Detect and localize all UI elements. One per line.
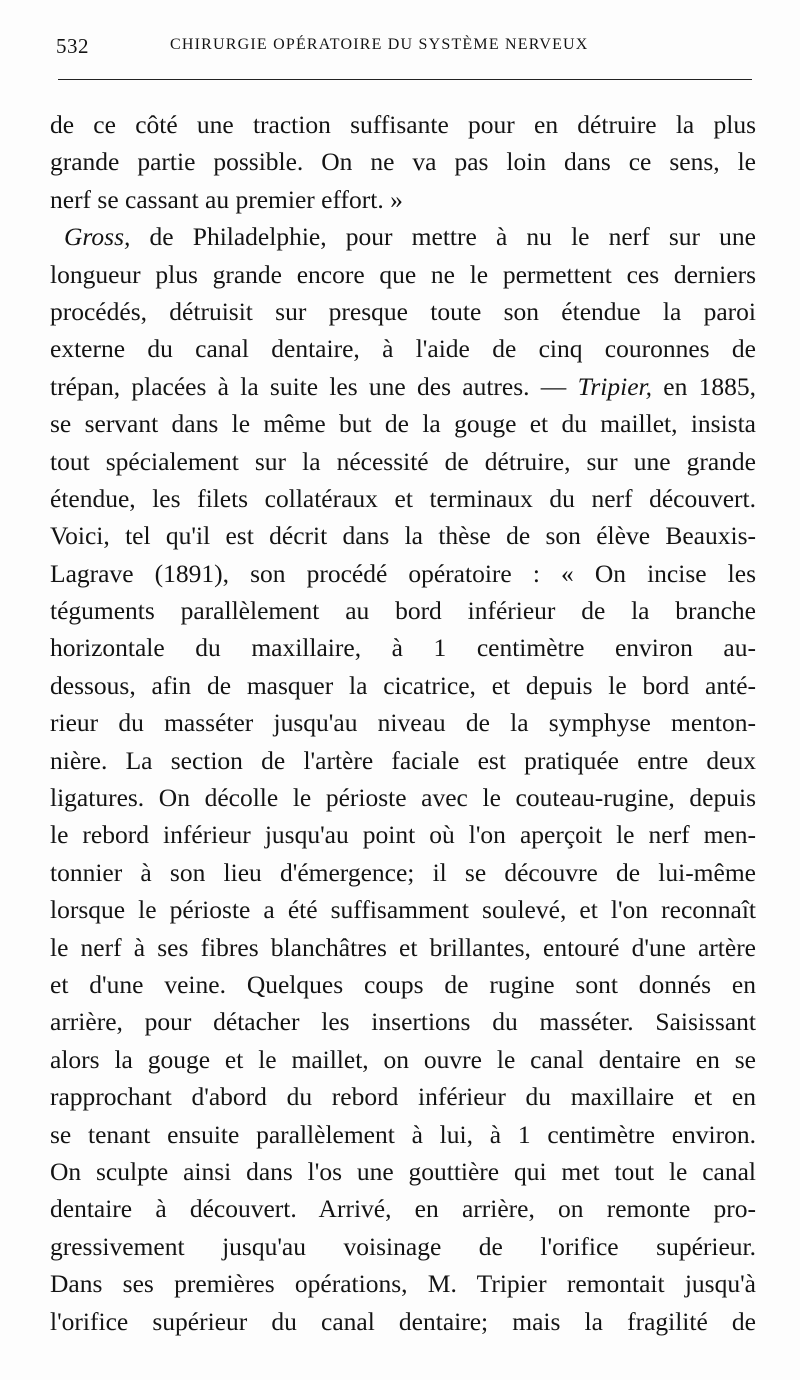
text-line (50, 1303, 756, 1340)
text-line (50, 555, 756, 592)
text-line (50, 443, 756, 480)
text-line (50, 1228, 756, 1265)
line-text: l'orifice supérieur du canal dentaire; mais la fragilité de (50, 1306, 756, 1336)
text-line (50, 368, 756, 405)
text-line (50, 293, 756, 330)
line-text: tout spécialement sur la nécessité de détruire, sur une grande (50, 446, 756, 476)
text-line (50, 667, 756, 704)
text-line (50, 779, 756, 816)
line-text: étendue, les filets collatéraux et terminaux du nerf découvert. (50, 483, 756, 513)
page-header (50, 30, 750, 64)
line-text: gressivement jusqu'au voisinage de l'orifice supérieur. (50, 1231, 756, 1261)
text-line (50, 1265, 756, 1302)
text-line (50, 1153, 756, 1190)
text-line (50, 966, 756, 1003)
text-line (50, 929, 756, 966)
line-text: nerf se cassant au premier effort. » (50, 184, 403, 214)
line-text-tail: en 1885, (652, 371, 756, 401)
running-title: CHIRURGIE OPÉRATOIRE DU SYSTÈME NERVEUX (170, 36, 589, 53)
text-line (50, 1190, 756, 1227)
line-text: se tenant ensuite parallèlement à lui, à 1 centimètre environ. (50, 1119, 756, 1149)
italic-name: Tripier, (577, 371, 653, 401)
text-line (50, 1003, 756, 1040)
line-text: lorsque le périoste a été suffisamment soulevé, et l'on reconnaît (50, 895, 756, 925)
line-text: longueur plus grande encore que ne le permettent ces derniers (50, 259, 756, 289)
line-text: On sculpte ainsi dans l'os une gouttière qui met tout le canal (50, 1156, 756, 1186)
line-text: et d'une veine. Quelques coups de rugine sont donnés en (50, 969, 756, 999)
line-text: dentaire à découvert. Arrivé, en arrière, on remonte pro- (50, 1194, 756, 1224)
line-text: trépan, placées à la suite les une des autres. — (50, 371, 578, 401)
body-text (50, 106, 756, 1340)
text-line (50, 106, 756, 143)
line-text: nière. La section de l'artère faciale est pratiquée entre deux (50, 745, 756, 775)
line-text: Lagrave (1891), son procédé opératoire : « On incise les (50, 558, 756, 588)
text-line (50, 592, 756, 629)
text-line (50, 143, 756, 180)
line-text: arrière, pour détacher les insertions du masséter. Saisissant (50, 1007, 756, 1037)
line-text: le nerf à ses fibres blanchâtres et brillantes, entouré d'une artère (50, 932, 756, 962)
text-line (50, 405, 756, 442)
line-text: externe du canal dentaire, à l'aide de cinq couronnes de (50, 334, 756, 364)
text-line (50, 181, 756, 218)
line-text: procédés, détruisit sur presque toute son étendue la paroi (50, 296, 756, 326)
text-line (50, 629, 756, 666)
text-line (50, 218, 756, 255)
text-line (50, 891, 756, 928)
line-text: se servant dans le même but de la gouge et du maillet, insista (50, 409, 756, 439)
italic-name: Gross, (64, 222, 131, 252)
text-line (50, 1078, 756, 1115)
line-text: le rebord inférieur jusqu'au point où l'on aperçoit le nerf men- (50, 820, 756, 850)
text-line (50, 854, 756, 891)
page-number: 532 (56, 34, 89, 58)
text-line (50, 704, 756, 741)
text-line (50, 1041, 756, 1078)
text-line (50, 742, 756, 779)
line-text: grande partie possible. On ne va pas loin dans ce sens, le (50, 147, 756, 177)
line-text: alors la gouge et le maillet, on ouvre le canal dentaire en se (50, 1044, 756, 1074)
text-line (50, 816, 756, 853)
line-text: rapprochant d'abord du rebord inférieur du maxillaire et en (50, 1082, 756, 1112)
line-text: téguments parallèlement au bord inférieur de la branche (50, 596, 756, 626)
line-text: horizontale du maxillaire, à 1 centimètre environ au- (50, 633, 756, 663)
line-text: rieur du masséter jusqu'au niveau de la symphyse menton- (50, 708, 756, 738)
line-text: de Philadelphie, pour mettre à nu le nerf sur une (130, 222, 756, 252)
line-text: dessous, afin de masquer la cicatrice, et depuis le bord anté- (50, 670, 756, 700)
text-line (50, 256, 756, 293)
line-text: Voici, tel qu'il est décrit dans la thèse de son élève Beauxis- (50, 521, 756, 551)
text-line (50, 480, 756, 517)
text-line (50, 330, 756, 367)
text-line (50, 517, 756, 554)
line-text: Dans ses premières opérations, M. Tripier remontait jusqu'à (50, 1269, 756, 1299)
line-text: tonnier à son lieu d'émergence; il se découvre de lui-même (50, 857, 756, 887)
header-rule (58, 79, 752, 80)
line-text: ligatures. On décolle le périoste avec le couteau-rugine, depuis (50, 783, 756, 813)
line-text: de ce côté une traction suffisante pour en détruire la plus (50, 110, 756, 139)
text-line (50, 1116, 756, 1153)
